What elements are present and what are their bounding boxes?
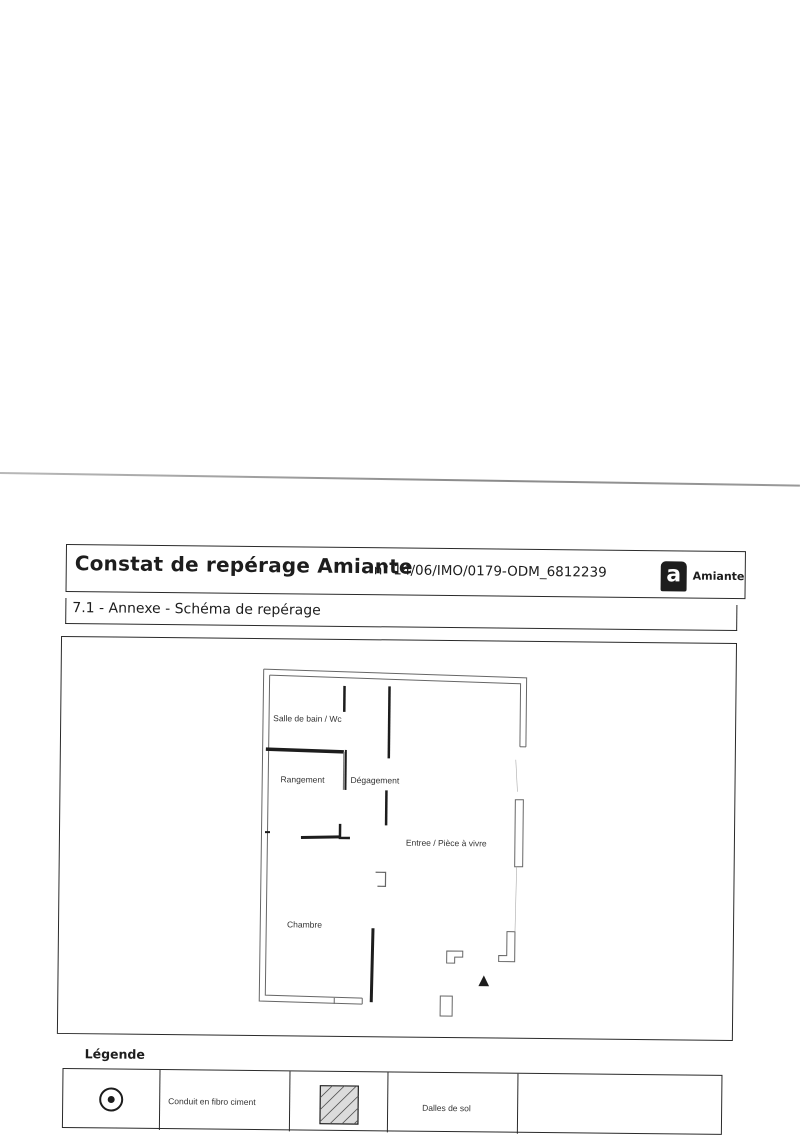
report-number: n° 14/06/IMO/0179-ODM_6812239: [373, 562, 607, 581]
legend-label-cell-2: [388, 1072, 519, 1133]
target-icon: [63, 1069, 161, 1130]
room-label-storage: Rangement: [280, 774, 325, 785]
amiante-logo-icon: [661, 561, 687, 591]
legend-empty-cell: [518, 1074, 724, 1136]
logo-letter: a: [666, 562, 682, 588]
legend-label-tiles: Dalles de sol: [422, 1102, 471, 1114]
report-header: [66, 544, 746, 599]
room-label-bedroom: Chambre: [286, 919, 323, 930]
report-title: Constat de repérage Amiante: [74, 551, 413, 579]
legend-title: Légende: [84, 1046, 145, 1062]
north-arrow-icon: ▲: [478, 972, 490, 989]
section-header: [65, 598, 737, 631]
floor-plan: [58, 637, 738, 1042]
legend-table: [62, 1068, 723, 1135]
floor-plan-frame: [57, 636, 737, 1041]
hatched-square-icon: [290, 1071, 389, 1132]
legend-symbol-cell-1: [63, 1069, 161, 1130]
legend-label-cell-1: [160, 1070, 291, 1131]
section-title: 7.1 - Annexe - Schéma de repérage: [72, 600, 321, 619]
room-label-corridor: Dégagement: [350, 774, 400, 786]
legend-symbol-cell-2: [290, 1071, 389, 1132]
room-label-living: Entree / Pièce à vivre: [405, 837, 487, 849]
legend-label-conduit: Conduit en fibro ciment: [168, 1096, 256, 1108]
room-labels: [271, 713, 488, 931]
room-label-bathroom: Salle de bain / Wc: [273, 713, 342, 724]
logo-label: Amiante: [692, 569, 745, 584]
